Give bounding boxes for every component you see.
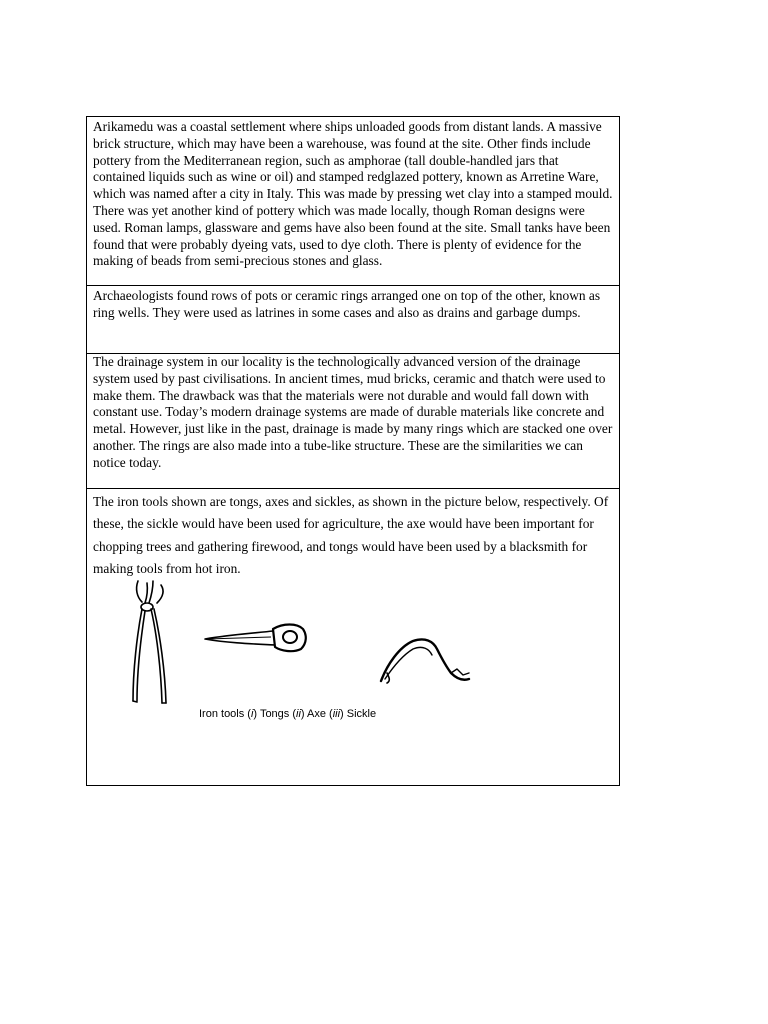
table-row — [87, 354, 619, 489]
paragraph-arikamedu: Arikamedu was a coastal settlement where ships unloaded goods from distant lands. A massive brick structure, which may have been a warehouse, was found at the site. Other finds include pottery from the Mediterranean region, such as amphorae (tall double-handled jars that contained liquids such as wine or oil) and stamped redglazed pottery, known as Arretine Ware, which was named after a city in Italy. This was made by pressing wet clay into a stamped mould. There was yet another kind of pottery which was made locally, though Roman designs were used. Roman lamps, glassware and gems have also been found at the site. Small tanks have been found that were probably dyeing vats, used to dye cloth. There is plenty of evidence for the making of beads from semi-precious stones and glass. — [93, 119, 613, 269]
paragraph-ring-wells: Archaeologists found rows of pots or ceramic rings arranged one on top of the other, known as ring wells. They were used as latrines in some cases and also as drains and garbage dumps. — [93, 288, 601, 320]
paragraph-drainage: The drainage system in our locality is the technologically advanced version of the drainage system used by past civilisations. In ancient times, mud bricks, ceramic and thatch were used to make them. The drawback was that the materials were not durable and would fall down with constant use. Today’s modern drainage systems are made of durable materials like concrete and metal. However, just like in the past, drainage is made by many rings which are stacked one over another. The rings are also made into a tube-like structure. These are the similarities we can notice today. — [93, 354, 613, 470]
caption-axe: ) Axe ( — [300, 708, 333, 720]
paragraph-iron-tools: The iron tools shown are tongs, axes and sickles, as shown in the picture below, respectively. Of these, the sickle would have been used for agriculture, the axe would have been important for chopping trees and gathering firewood, and tongs would have been used by a blacksmith for making tools from hot iron. — [93, 494, 609, 577]
caption-numeral-1: i — [250, 708, 254, 720]
caption-tongs: ) Tongs ( — [253, 708, 297, 720]
caption-lead: Iron tools ( — [199, 708, 251, 720]
table-row — [87, 117, 619, 286]
table-row — [87, 286, 619, 354]
sickle-icon — [381, 639, 469, 683]
table-row — [87, 489, 619, 785]
answer-table — [86, 116, 620, 786]
caption-sickle: ) Sickle — [340, 708, 377, 720]
figure-caption — [199, 708, 376, 720]
axe-icon — [205, 625, 306, 652]
tongs-icon — [133, 581, 166, 703]
caption-numeral-2: ii — [296, 708, 301, 720]
caption-numeral-3: iii — [332, 708, 341, 720]
iron-tools-figure — [87, 575, 619, 735]
